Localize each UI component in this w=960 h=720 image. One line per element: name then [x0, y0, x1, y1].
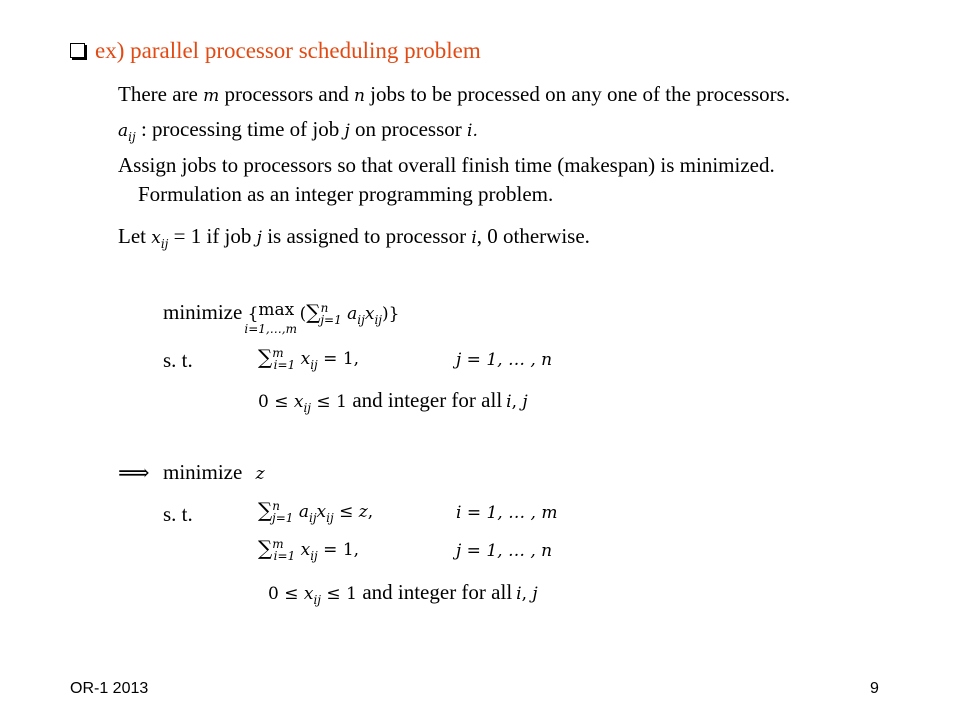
constraint-range-j-2: j = 1, … , n	[456, 541, 553, 561]
math-m: m	[203, 86, 220, 106]
text-segment: Let	[118, 224, 146, 248]
math-i: i	[471, 228, 477, 248]
integrality-constraint-2: $0 \le x_{ij} \le 1$ and integer for all i, j	[268, 580, 538, 607]
constraint-range-i: i = 1, … , m	[456, 503, 558, 523]
math-i: i.	[467, 121, 478, 141]
makespan-constraint: ∑$^n_{j=1}$ $a_{ij}x_{ij} \le z$,	[258, 498, 374, 525]
formulation-line: Formulation as an integer programming problem.	[138, 182, 554, 206]
footer-course: OR-1 2013	[70, 680, 149, 697]
intro-line	[118, 82, 790, 107]
variable-definition-line	[118, 224, 590, 251]
constraint-assign-1: ∑$^m_{i=1}$ $x_{ij} = 1$,	[258, 345, 360, 372]
st-label-2: s. t.	[163, 502, 193, 526]
math-n: n	[353, 86, 365, 106]
text-segment: There are	[118, 82, 198, 106]
st-label-1: s. t.	[163, 348, 193, 372]
constraint-range-j-1: j = 1, … , n	[456, 350, 553, 370]
text-segment: , 0 otherwise.	[476, 224, 590, 248]
constraint-assign-2: ∑$^m_{i=1}$ $x_{ij} = 1$,	[258, 536, 360, 563]
text-segment: = 1 if job	[173, 224, 252, 248]
math-aij: $a_{ij}$	[118, 121, 136, 144]
max-operator: max i=1,…,m	[244, 300, 297, 336]
text-segment: : processing time of job	[140, 117, 340, 141]
text-segment: processors and	[224, 82, 349, 106]
processing-time-line	[118, 117, 478, 144]
text-segment: jobs to be processed on any one of the processors.	[370, 82, 791, 106]
page-number: 9	[870, 680, 879, 697]
slide-title-row	[70, 38, 481, 64]
objective-2: minimize z	[163, 460, 265, 484]
math-xij: $x_{ij}$	[151, 228, 169, 251]
assign-line: Assign jobs to processors so that overall finish time (makespan) is minimized.	[118, 153, 775, 177]
implies-arrow-icon: ⟹	[118, 460, 150, 485]
integer-text: and integer for all	[352, 388, 503, 412]
minimize-label: minimize	[163, 300, 243, 324]
checkbox-bullet-icon	[70, 43, 85, 58]
text-segment: on processor	[355, 117, 462, 141]
math-j: j	[256, 228, 262, 248]
math-j: j	[344, 121, 350, 141]
text-segment: is assigned to processor	[267, 224, 467, 248]
integrality-constraint-1: $0 \le x_{ij} \le 1$ and integer for all i, j	[258, 388, 528, 415]
objective-1: minimize {max i=1,…,m (∑$^n_{j=1}$ $a_{ij}x_{ij}$)}	[163, 300, 400, 336]
integer-text: and integer for all	[362, 580, 513, 604]
slide-title: ex) parallel processor scheduling problem	[95, 38, 481, 63]
minimize-label: minimize	[163, 460, 243, 484]
